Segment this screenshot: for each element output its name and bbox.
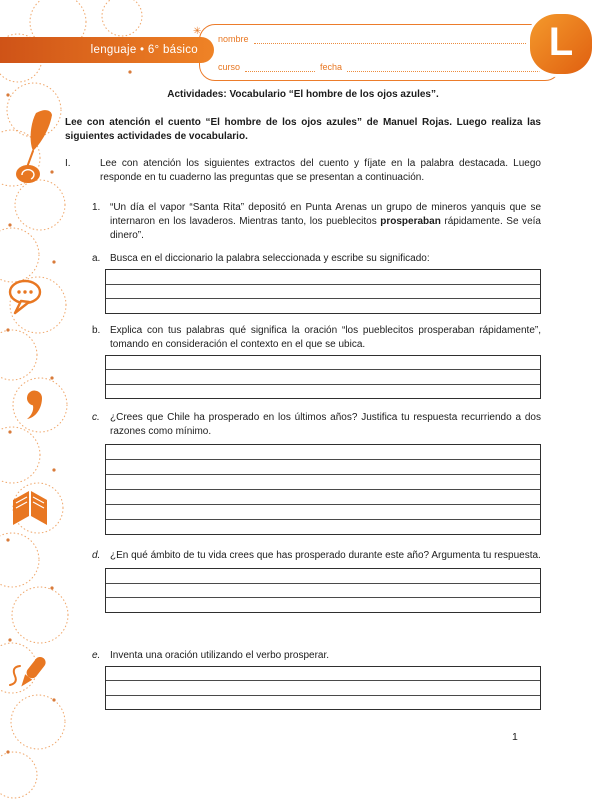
question-label: c. — [92, 412, 100, 423]
question-label: a. — [92, 253, 101, 264]
question-e — [92, 649, 541, 711]
quill-icon — [26, 110, 52, 170]
speech-bubble-icon — [10, 281, 40, 313]
answer-line[interactable] — [106, 519, 540, 534]
answer-line[interactable] — [106, 445, 540, 459]
answer-line[interactable] — [106, 356, 540, 370]
answer-line[interactable] — [106, 474, 540, 489]
comma-icon — [27, 391, 42, 419]
answer-box-c[interactable] — [105, 444, 541, 535]
open-book-icon — [13, 491, 47, 525]
pen-icon — [10, 655, 48, 690]
question-label: e. — [92, 649, 101, 661]
question-text: Explica con tus palabras qué significa la oración “los pueblecitos prosperaban rápidamente”, tomando en consideración el contexto en el que se ubica. — [110, 324, 541, 350]
name-field[interactable] — [254, 34, 546, 44]
answer-line[interactable] — [106, 459, 540, 474]
excerpt-1 — [92, 201, 541, 243]
question-text: ¿En qué ámbito de tu vida crees que has prosperado durante este año? Argumenta tu respuesta. — [110, 550, 541, 561]
question-a — [92, 252, 541, 314]
answer-line[interactable] — [106, 504, 540, 519]
page-number: 1 — [512, 731, 518, 743]
excerpt-number: 1. — [92, 202, 101, 213]
answer-line[interactable] — [106, 597, 540, 612]
answer-line[interactable] — [106, 270, 540, 284]
snail-icon — [16, 165, 40, 183]
answer-line[interactable] — [106, 298, 540, 313]
answer-line[interactable] — [106, 569, 540, 583]
question-b — [92, 324, 541, 400]
question-label: d. — [92, 550, 101, 561]
section-I — [65, 157, 541, 185]
subject-banner — [0, 37, 214, 63]
student-info-box — [199, 24, 561, 81]
answer-box-b[interactable] — [105, 355, 541, 400]
question-d — [92, 549, 541, 613]
question-c — [92, 411, 541, 535]
answer-line[interactable] — [106, 583, 540, 598]
subject-label: lenguaje • 6° básico — [90, 44, 198, 56]
excerpt-quote: “Un día el vapor “Santa Rita” depositó en Punta Arenas un grupo de mineros yanquis que se internaron en los lavaderos. Mientras tanto, los pueblecitos prosperaban rápidamente. Se veía dinero”. — [110, 202, 541, 241]
section-label: I. — [65, 158, 71, 169]
answer-box-d[interactable] — [105, 568, 541, 613]
language-logo — [527, 11, 595, 77]
logo-letter: L — [548, 20, 574, 64]
class-field[interactable] — [245, 62, 315, 72]
sparkle-icon: ✳ — [193, 26, 202, 37]
answer-line[interactable] — [106, 489, 540, 504]
answer-line[interactable] — [106, 284, 540, 299]
answer-line[interactable] — [106, 384, 540, 399]
answer-box-a[interactable] — [105, 269, 541, 314]
name-label: nombre — [218, 34, 249, 44]
answer-line[interactable] — [106, 695, 540, 710]
highlighted-word: prosperaban — [380, 216, 441, 227]
question-text: Inventa una oración utilizando el verbo prosperar. — [110, 649, 330, 661]
question-label: b. — [92, 324, 101, 336]
date-label: fecha — [320, 62, 343, 72]
answer-box-e[interactable] — [105, 666, 541, 711]
answer-line[interactable] — [106, 680, 540, 695]
class-label: curso — [218, 62, 241, 72]
question-text: ¿Crees que Chile ha prosperado en los últimos años? Justifica tu respuesta recurriendo a dos razones como mínimo. — [110, 412, 541, 437]
page-title: Actividades: Vocabulario “El hombre de los ojos azules”. — [167, 89, 439, 100]
answer-line[interactable] — [106, 667, 540, 681]
date-field[interactable] — [347, 62, 546, 72]
question-text: Busca en el diccionario la palabra seleccionada y escribe su significado: — [110, 253, 430, 264]
answer-line[interactable] — [106, 369, 540, 384]
worksheet-body — [65, 88, 541, 710]
intro-instructions: Lee con atención el cuento “El hombre de los ojos azules” de Manuel Rojas. Luego realiza las siguientes actividades de vocabulario. — [65, 117, 541, 142]
section-instructions: Lee con atención los siguientes extractos del cuento y fíjate en la palabra destacada. Luego responde en tu cuaderno las preguntas que se presentan a continuación. — [100, 158, 541, 183]
